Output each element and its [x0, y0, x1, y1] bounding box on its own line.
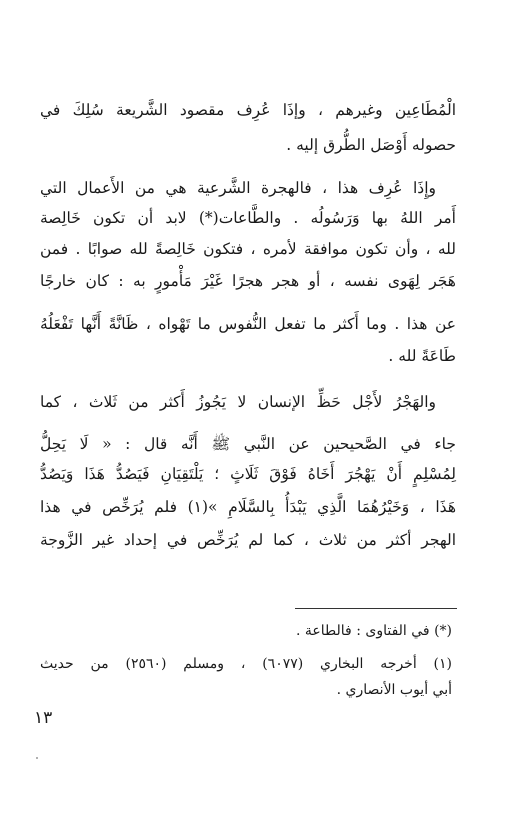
footnote-line: أبي أيوب الأنصاري . [336, 682, 452, 698]
body-text-line: لِمُسْلِمٍ أَنْ يَهْجُرَ أَخَاهُ فَوْقَ ثَلَاثٍ ؛ يَلْتَقِيَانِ فَيَصُدُّ هَذَا وَيَصُدُّ [40, 465, 456, 483]
footnote-line: (*) في الفتاوى : فالطاعة . [296, 623, 452, 639]
body-text-line: لله ، وأن تكون موافقة لأمره ، فتكون خَالِصةً لله صوابًا . فمن [40, 240, 456, 258]
body-text-line: هَجَر لِهَوى نفسه ، أو هجر هجرًا غَيْرَ مَأْمورٍ به : كان خارجًا [40, 272, 456, 290]
body-text-line: عن هذا . وما أَكثر ما تفعل النُّفوس ما تَهْواه ، ظَانَّةً أَنَّها تَفْعَلُهُ [40, 315, 456, 333]
body-text-line: والهَجْرُ لأَجْل حَظِّ الإنسان لا يَجُوزُ أَكثر من ثَلاث ، كما [40, 393, 436, 411]
body-text-line: حصوله أَوْصَل الطُّرق إليه . [286, 136, 456, 154]
body-text-line: هَذَا ، وَخَيْرُهُمَا الَّذِي يَبْدَأُ بِالسَّلَامِ »(١) فلم يُرَخِّص في هذا [40, 498, 456, 516]
body-text-line: وإِذَا عُرِف هذا ، فالهجرة الشَّرعية هي من الأَعمال التي [40, 179, 436, 197]
body-text-line: الْمُطَاعِين وغيرهم ، وإذَا عُرِف مقصود الشَّريعة سُلِكَ في [40, 101, 456, 119]
page-number: ١٣ [34, 708, 53, 728]
body-text-line: جاء في الصَّحيحين عن النَّبي ﷺ أَنَّه قال : « لَا يَحِلُّ [40, 435, 456, 453]
footnote-separator [295, 608, 457, 609]
body-text-line: طَاعَةً لله . [388, 347, 456, 365]
body-text-line: الهجر أكثر من ثلاث ، كما لم يُرَخِّص في إحداد غير الزَّوجة [40, 531, 456, 549]
scan-speck [36, 757, 38, 759]
footnote-line: (١) أخرجه البخاري (٦٠٧٧) ، ومسلم (٢٥٦٠) من حديث [40, 656, 453, 672]
body-text-line: أَمر اللهُ بها وَرَسُولُه . والطَّاعات(*) لابد أن تكون خَالِصة [40, 209, 456, 227]
